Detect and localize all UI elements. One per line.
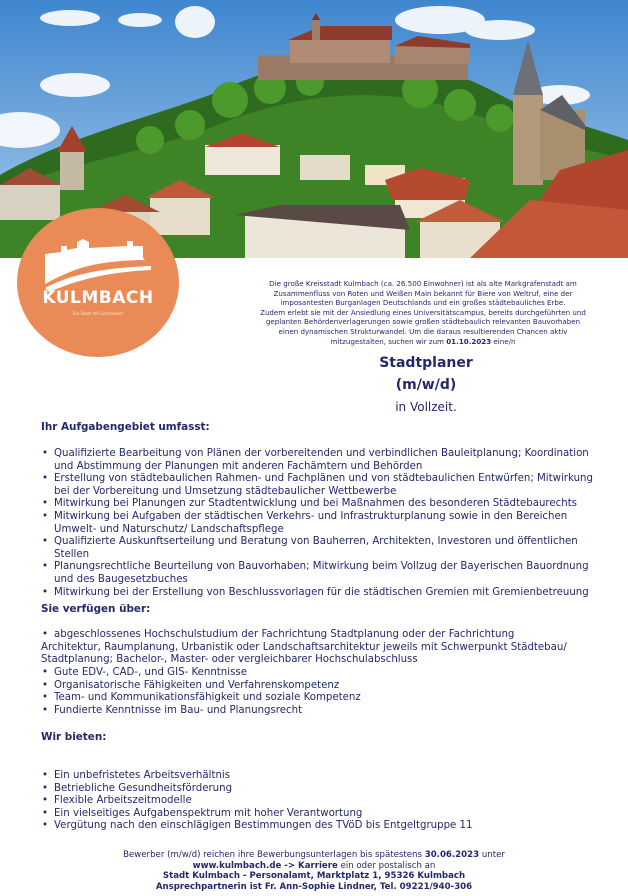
intro-line: Zudem erlebt sie mit der Ansiedlung eines Universitätscampus, bereits durchgeführten und (260, 307, 586, 317)
tasks-list (41, 448, 611, 599)
list-item-continuation: Architektur, Raumplanung, Urbanistik oder Landschaftsarchitektur jeweils mit Schwerpunkt Städtebau/ (41, 641, 567, 653)
job-type: in Vollzeit. (395, 400, 457, 414)
list-item: • Mitwirkung bei Planungen zur Stadtentwicklung und bei Maßnahmen des besonderen Städtebaurechts (41, 498, 611, 511)
footer-text: ein oder postalisch an (340, 860, 436, 871)
list-item: • Qualifizierte Bearbeitung von Plänen der vorbereitenden und verbindlichen Bauleitplanung; Koordination und Abstimmung der Planungen mit anderen Fachämtern und Behörden (41, 448, 611, 473)
list-item: • Mitwirkung bei Aufgaben der städtischen Verkehrs- und Infrastrukturplanung sowie in den Bereichen Umwelt- und Naturschutz/ Landschaftspflege (41, 511, 611, 536)
list-item: • Fundierte Kenntnisse im Bau- und Planungsrecht (41, 705, 611, 718)
contact-person: Ansprechpartnerin ist Fr. Ann-Sophie Lindner, Tel. 09221/940-306 (155, 881, 473, 892)
list-item: • Team- und Kommunikationsfähigkeit und soziale Kompetenz (41, 692, 611, 705)
castle-logo-icon (17, 208, 179, 357)
offers-list (41, 770, 611, 833)
intro-line: einen dynamischen Strukturwandel. Um die daraus resultierenden Chancen aktiv (278, 326, 568, 336)
intro-line: geplanten Behördenverlagerungen sowie großen städtebaulich relevanten Bauvorhaben (265, 317, 581, 327)
list-item: • Gute EDV-, CAD-, und GIS- Kenntnisse (41, 667, 611, 680)
footer-line (0, 882, 628, 893)
list-item: • Flexible Arbeitszeitmodelle (41, 795, 611, 808)
list-item: • Vergütung nach den einschlägigen Bestimmungen des TVöD bis Entgeltgruppe 11 (41, 820, 611, 833)
list-item: • Ein vielseitiges Aufgabenspektrum mit hoher Verantwortung (41, 808, 611, 821)
footer-text: unter (481, 850, 505, 860)
application-footer (0, 850, 628, 892)
job-gender: (m/w/d) (395, 377, 457, 393)
intro-line (232, 337, 614, 347)
logo-tagline: Die Stadt mit Geschmack (72, 311, 124, 316)
list-item: • Erstellung von städtebaulichen Rahmen- und Fachplänen und von städtebaulichen Entwürfen; Mitwirkung bei der Vorbereitung und Umsetzung städtebaulicher Wettbewerbe (41, 473, 611, 498)
quals-list (41, 629, 611, 667)
intro-text-span: mitzugestalten, suchen wir zum (330, 336, 444, 346)
footer-line (0, 871, 628, 882)
footer-line (0, 861, 628, 872)
intro-line: Die große Kreisstadt Kulmbach (ca. 26.500 Einwohner) ist als alte Markgrafenstadt am (269, 279, 577, 288)
list-item: • Ein unbefristetes Arbeitsverhältnis (41, 770, 611, 783)
logo-wordmark: KULMBACH (42, 288, 154, 308)
list-item: • Mitwirkung bei der Erstellung von Beschlussvorlagen für die städtischen Gremien mit Gremienbetreuung (41, 587, 611, 600)
list-item: • Qualifizierte Auskunftserteilung und Beratung von Bauherren, Architekten, Investoren und öffentlichen Stellen (41, 536, 611, 561)
list-item: • Organisatorische Fähigkeiten und Verfahrenskompetenz (41, 680, 611, 693)
deadline-date: 30.06.2023 (424, 850, 480, 860)
start-date: 01.10.2023 (446, 336, 492, 346)
job-title: Stadtplaner (379, 355, 473, 371)
offers-heading: Wir bieten: (41, 731, 107, 743)
quals-items (41, 667, 611, 717)
footer-line (0, 850, 628, 861)
career-link[interactable]: www.kulmbach.de -> Karriere (192, 860, 338, 871)
quals-heading: Sie verfügen über: (41, 603, 151, 615)
list-item-continuation: Stadtplanung; Bachelor-, Master- oder vergleichbarer Hochschulabschluss (41, 654, 418, 666)
footer-text: Bewerber (m/w/d) reichen ihre Bewerbungsunterlagen bis spätestens (123, 850, 422, 860)
postal-address: Stadt Kulmbach - Personalamt, Marktplatz 1, 95326 Kulmbach (162, 871, 466, 882)
intro-line: Zusammenfluss von Roten und Weißen Main bekannt für Biere von Weltruf, eine der (273, 288, 573, 298)
intro-text (232, 279, 614, 346)
list-item: • Planungsrechtliche Beurteilung von Bauvorhaben; Mitwirkung beim Vollzug der Bayerischen Bauordnung und des Baugesetzbuches (41, 561, 611, 586)
intro-line: imposantesten Burganlagen Deutschlands und ein großes städtebauliches Erbe. (280, 298, 566, 308)
tasks-heading: Ihr Aufgabengebiet umfasst: (41, 421, 210, 433)
job-title-block (232, 352, 620, 418)
intro-text-span: eine/n (493, 336, 516, 346)
list-item: • Betriebliche Gesundheitsförderung (41, 783, 611, 796)
kulmbach-logo (17, 208, 179, 357)
list-item: • abgeschlossenes Hochschulstudium der Fachrichtung Stadtplanung oder der Fachrichtung (41, 629, 611, 642)
